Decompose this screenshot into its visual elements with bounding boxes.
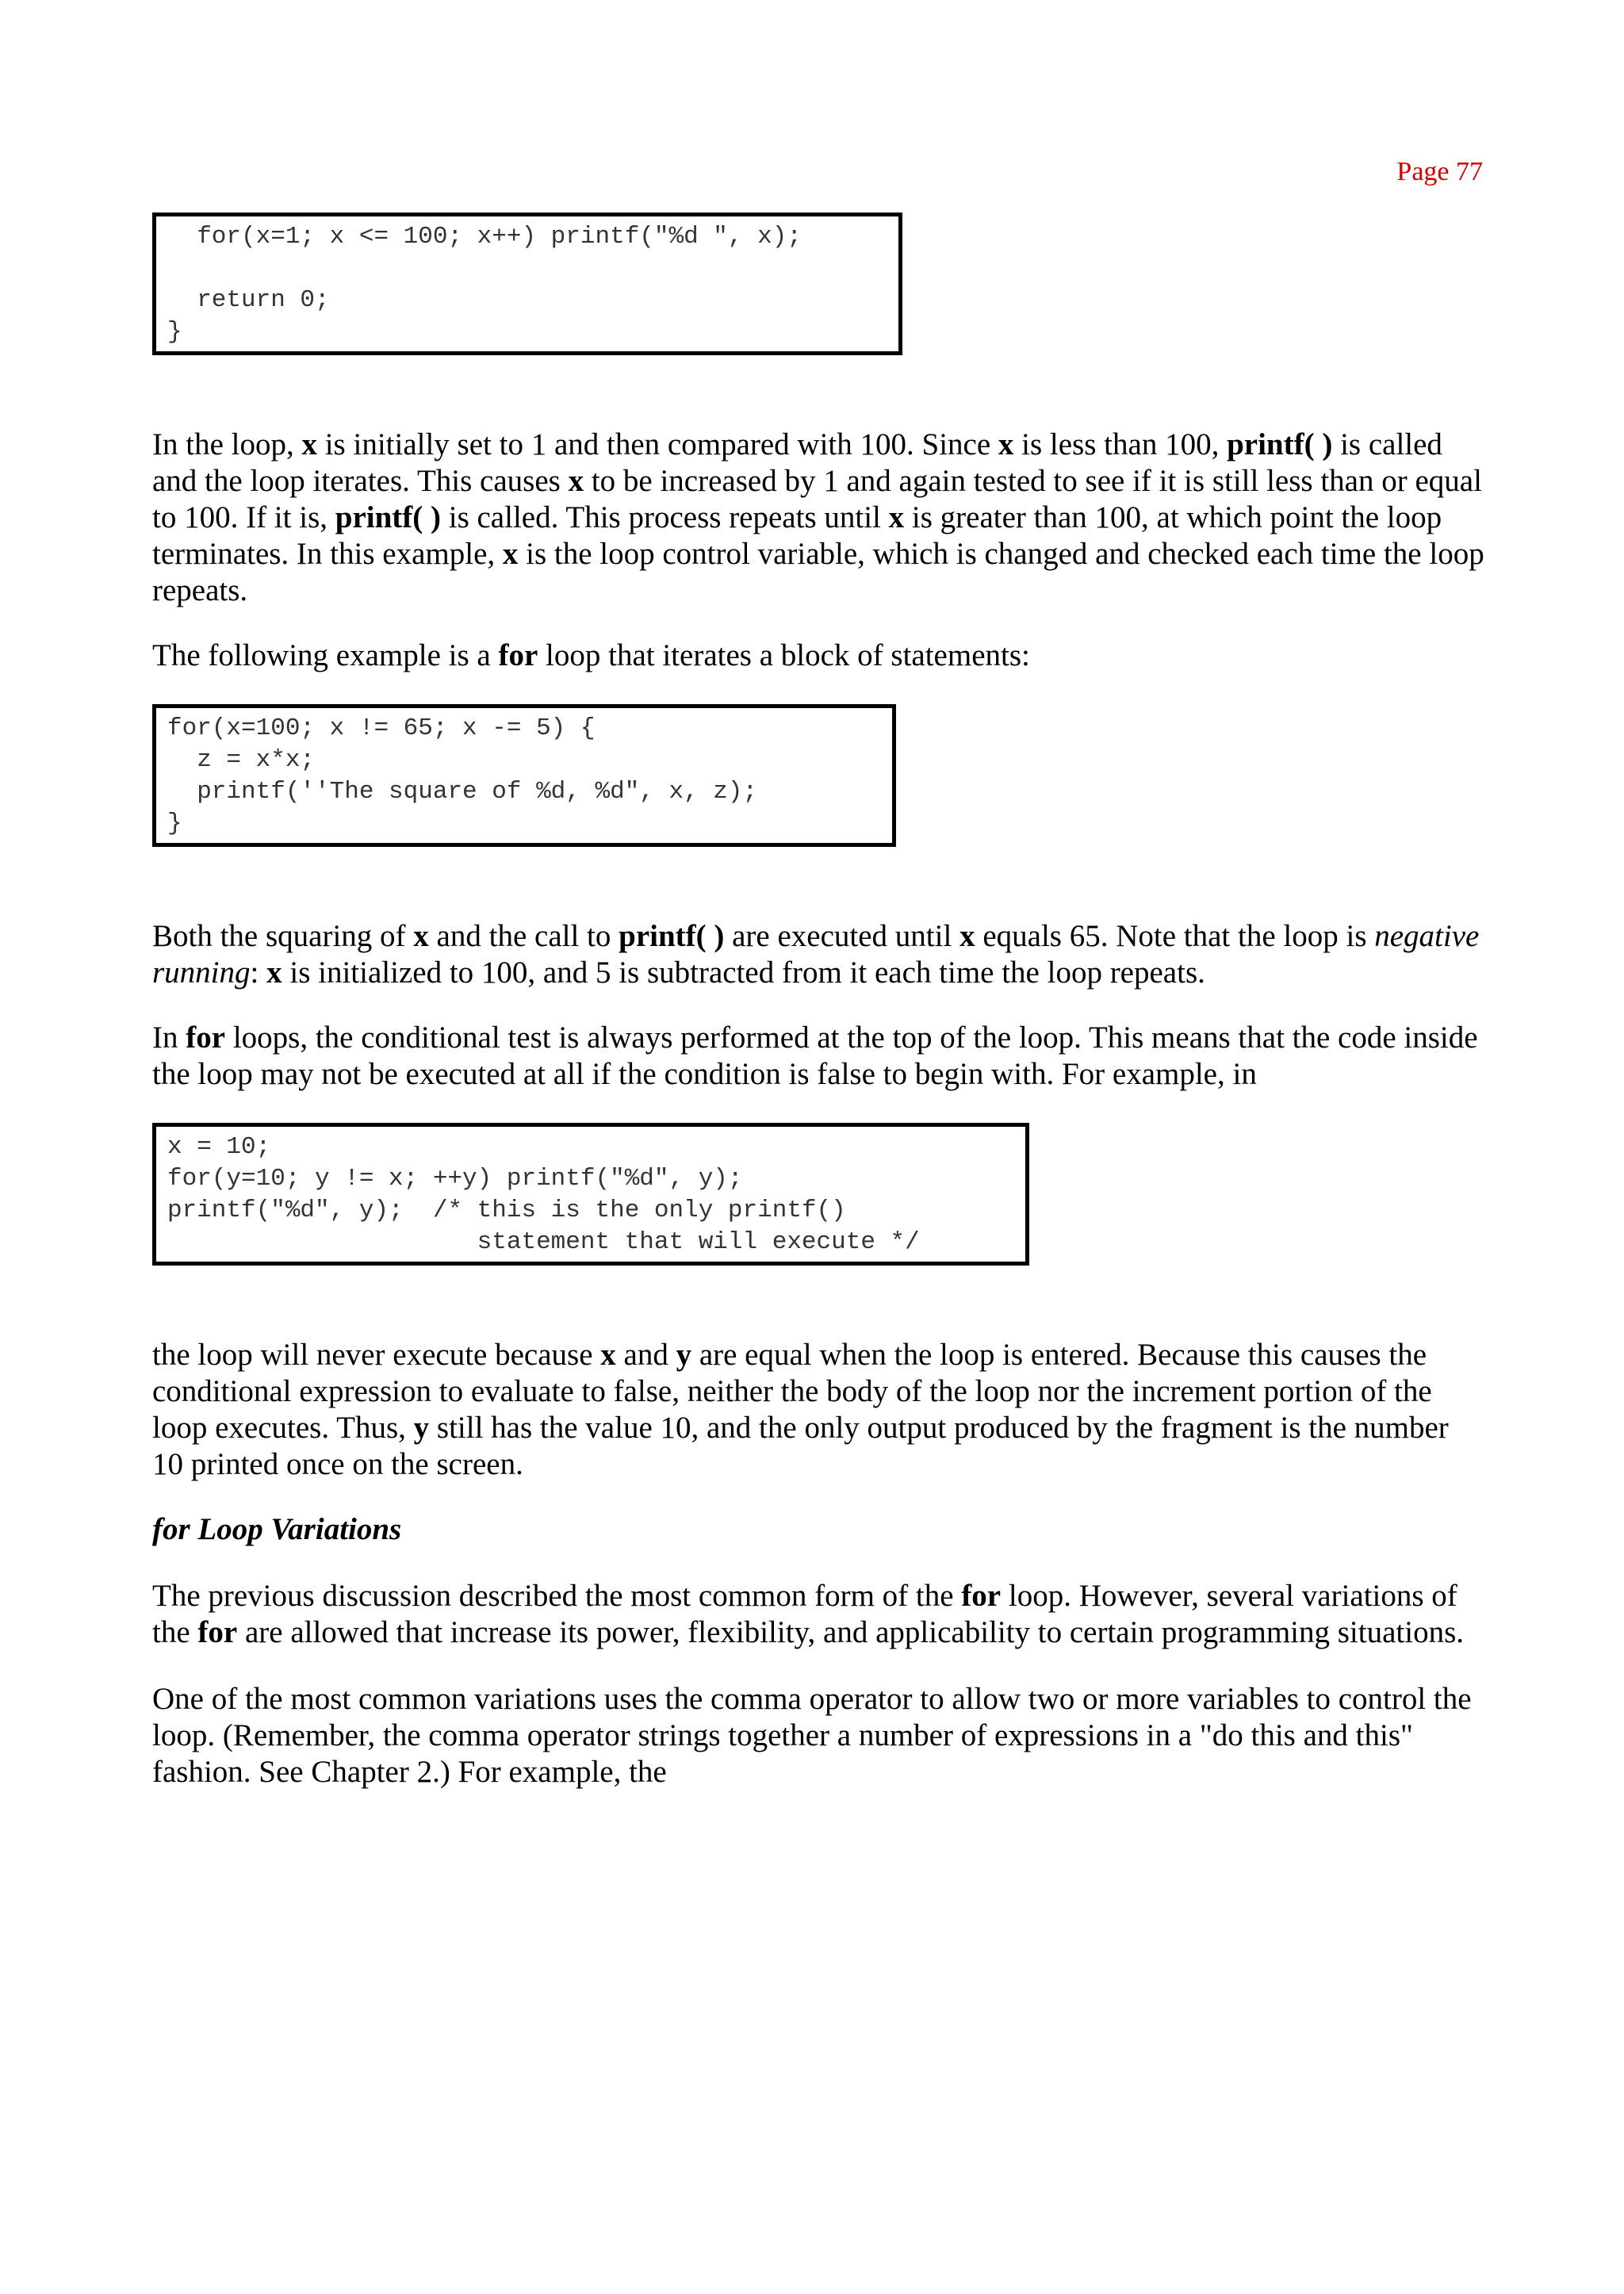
text-run: The previous discussion described the most common form of the: [152, 1579, 962, 1613]
text-run: loops, the conditional test is always performed at the top of the loop. This means that the code inside the loop may not be executed at all if the condition is false to begin with. For example, in: [152, 1021, 1478, 1091]
text-run: is called and the loop iterates. This causes: [152, 427, 1442, 498]
page-number: Page 77: [1396, 157, 1483, 186]
code-line: printf(''The square of %d, %d", x, z);: [167, 778, 758, 806]
text-run: The following example is a: [152, 638, 499, 672]
text-run: loop that iterates a block of statements:: [538, 638, 1030, 672]
text-run: In the loop,: [152, 427, 302, 461]
paragraph: [152, 638, 1484, 674]
bold-term: printf( ): [335, 500, 441, 534]
bold-term: printf( ): [619, 919, 725, 953]
bold-term: x: [266, 956, 282, 990]
section-heading: for Loop Variations: [152, 1512, 402, 1546]
bold-term: x: [959, 919, 975, 953]
code-line: for(x=1; x <= 100; x++) printf("%d ", x);: [167, 223, 802, 251]
code-block: [152, 704, 896, 847]
code-block: [152, 213, 902, 355]
text-run: is the loop control variable, which is changed and checked each time the loop repeats.: [152, 537, 1484, 607]
bold-term: printf( ): [1227, 427, 1333, 461]
bold-term: for: [197, 1615, 238, 1649]
paragraph: [152, 918, 1484, 991]
bold-term: x: [888, 500, 905, 534]
text-run: are equal when the loop is entered. Because this causes the conditional expression to evaluate to false, neither the body of the loop nor the increment portion of the loop executes. Thus,: [152, 1338, 1432, 1445]
bold-term: x: [301, 427, 317, 461]
code-line: statement that will execute */: [167, 1228, 920, 1256]
code-line: x = 10;: [167, 1133, 271, 1161]
code-line: }: [167, 810, 182, 837]
paragraph: [152, 1681, 1484, 1790]
paragraph: [152, 1020, 1484, 1093]
bold-term: for: [961, 1579, 1002, 1613]
text-run: are allowed that increase its power, flexibility, and applicability to certain programming situations.: [237, 1615, 1465, 1649]
code-line: for(x=100; x != 65; x -= 5) {: [167, 714, 596, 742]
text-run: is called. This process repeats until: [440, 500, 889, 534]
text-run: is less than 100,: [1013, 427, 1228, 461]
code-line: return 0;: [167, 286, 330, 314]
text-run: In: [152, 1021, 186, 1055]
text-run: One of the most common variations uses the comma operator to allow two or more variables to control the loop. (Remember, the comma operator strings together a number of expressions in a "do this and this" fashion. See Chapter 2.) For example, the: [152, 1682, 1472, 1789]
text-run: and the call to: [428, 919, 619, 953]
text-run: equals 65. Note that the loop is: [975, 919, 1375, 953]
text-run: is initialized to 100, and 5 is subtracted from it each time the loop repeats.: [282, 956, 1205, 990]
paragraph: [152, 427, 1484, 609]
text-run: is greater than 100, at which point the loop terminates. In this example,: [152, 500, 1442, 571]
text-run: and: [615, 1338, 676, 1372]
text-run: are executed until: [724, 919, 960, 953]
text-run: loop. However, several variations of the: [152, 1579, 1457, 1649]
text-run: still has the value 10, and the only output produced by the fragment is the number 10 printed once on the screen.: [152, 1411, 1449, 1481]
code-block: [152, 1123, 1029, 1266]
code-line: printf("%d", y); /* this is the only printf(): [167, 1197, 846, 1224]
code-line: }: [167, 318, 182, 346]
code-line: for(y=10; y != x; ++y) printf("%d", y);: [167, 1165, 743, 1193]
paragraph: [152, 1337, 1484, 1483]
bold-term: for: [498, 638, 538, 672]
code-line: [167, 253, 887, 285]
bold-term: x: [568, 464, 584, 498]
bold-term: y: [413, 1411, 430, 1445]
page-content: [152, 213, 1484, 1790]
text-run: Both the squaring of: [152, 919, 414, 953]
bold-term: y: [676, 1338, 692, 1372]
bold-term: x: [600, 1338, 616, 1372]
code-line: z = x*x;: [167, 746, 316, 774]
bold-term: x: [413, 919, 429, 953]
italic-term: negative running: [152, 919, 1480, 990]
bold-term: for: [186, 1021, 226, 1055]
text-run: :: [250, 956, 267, 990]
bold-term: x: [502, 537, 519, 571]
text-run: the loop will never execute because: [152, 1338, 601, 1372]
paragraph: [152, 1578, 1484, 1651]
text-run: to be increased by 1 and again tested to see if it is still less than or equal to 100. If it is,: [152, 464, 1482, 534]
bold-term: x: [998, 427, 1014, 461]
text-run: is initially set to 1 and then compared with 100. Since: [316, 427, 998, 461]
